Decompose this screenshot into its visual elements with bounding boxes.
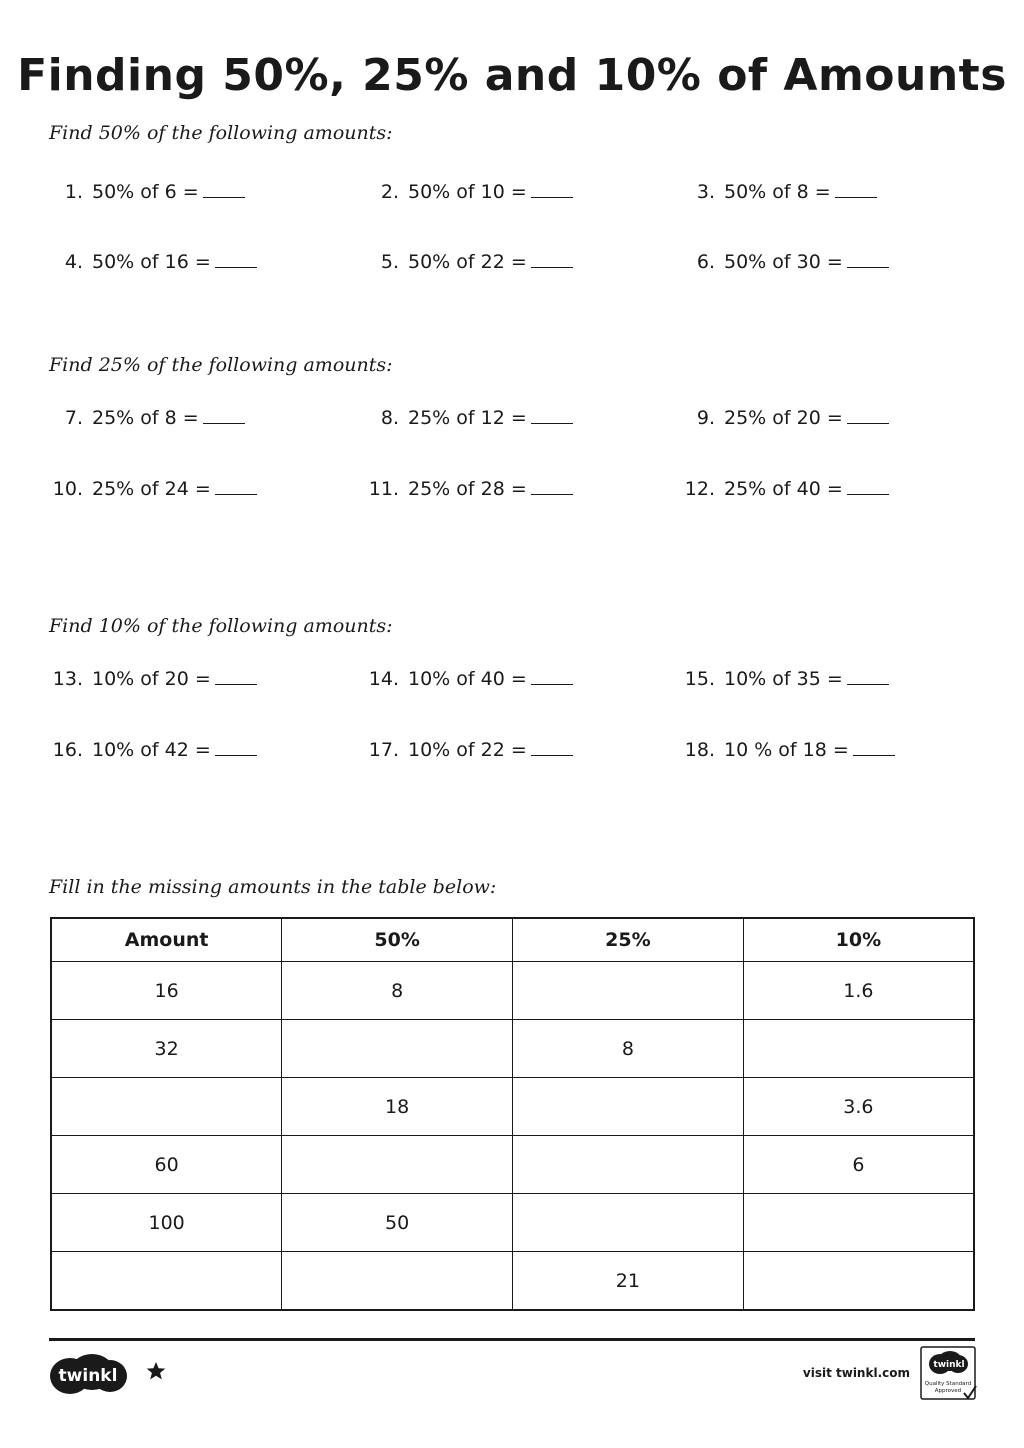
question-text: 50% of 22 = [408,251,527,273]
svg-text:Approved: Approved [934,1388,962,1394]
table-cell-blank[interactable] [282,1136,513,1194]
question-item [365,478,573,500]
visit-website-link[interactable]: visit twinkl.com [802,1366,910,1380]
question-text: 10% of 20 = [92,668,211,690]
question-text: 50% of 8 = [724,181,831,203]
question-item [365,739,573,761]
svg-text:twinkl: twinkl [933,1360,965,1370]
table-cell: 3.6 [743,1078,974,1136]
table-cell: 18 [282,1078,513,1136]
answer-blank[interactable] [847,670,889,685]
answer-blank[interactable] [847,409,889,424]
question-text: 25% of 24 = [92,478,211,500]
question-item [49,407,245,429]
question-item [49,478,257,500]
question-text: 25% of 12 = [408,407,527,429]
footer-divider [49,1338,975,1341]
table-cell-blank[interactable] [513,1078,744,1136]
question-number: 6. [696,251,715,273]
question-text: 10% of 35 = [724,668,843,690]
question-item [49,668,257,690]
twinkl-logo-icon [48,1352,128,1396]
question-number: 3. [696,181,715,203]
question-item [49,251,257,273]
table-cell-blank[interactable] [513,1136,744,1194]
question-item [365,668,573,690]
answer-blank[interactable] [203,183,245,198]
question-item [681,478,889,500]
table-cell: 32 [51,1020,282,1078]
question-item [365,251,573,273]
table-row [51,1078,974,1136]
answer-blank[interactable] [531,183,573,198]
table-header: 25% [513,918,744,962]
question-number: 9. [696,407,715,429]
answer-blank[interactable] [215,670,257,685]
question-text: 50% of 30 = [724,251,843,273]
question-number: 7. [64,407,83,429]
instruction-10: Find 10% of the following amounts: [49,615,393,637]
question-number: 10. [52,478,83,500]
table-cell: 8 [282,962,513,1020]
question-number: 5. [380,251,399,273]
table-cell: 21 [513,1252,744,1311]
answer-blank[interactable] [203,409,245,424]
table-row [51,1136,974,1194]
quality-badge-icon [920,1346,978,1402]
answer-blank[interactable] [853,741,895,756]
table-header: Amount [51,918,282,962]
question-text: 50% of 16 = [92,251,211,273]
question-item [681,739,895,761]
table-header-row [51,918,974,962]
answer-blank[interactable] [531,409,573,424]
percentage-table [50,917,975,1311]
logo-text: twinkl [58,1366,118,1386]
answer-blank[interactable] [835,183,877,198]
table-cell: 100 [51,1194,282,1252]
table-cell-blank[interactable] [743,1020,974,1078]
table-cell-blank[interactable] [513,1194,744,1252]
table-cell: 1.6 [743,962,974,1020]
question-number: 13. [52,668,83,690]
answer-blank[interactable] [531,741,573,756]
star-icon [146,1361,166,1381]
table-cell: 60 [51,1136,282,1194]
table-header: 50% [282,918,513,962]
question-item [49,739,257,761]
question-number: 15. [684,668,715,690]
table-row [51,962,974,1020]
question-item [681,407,889,429]
question-item [681,181,877,203]
question-text: 10 % of 18 = [724,739,849,761]
question-number: 18. [684,739,715,761]
answer-blank[interactable] [531,670,573,685]
question-text: 10% of 22 = [408,739,527,761]
question-item [49,181,245,203]
answer-blank[interactable] [847,253,889,268]
question-number: 12. [684,478,715,500]
table-cell: 8 [513,1020,744,1078]
table-cell-blank[interactable] [282,1020,513,1078]
question-number: 1. [64,181,83,203]
question-text: 25% of 8 = [92,407,199,429]
question-text: 50% of 10 = [408,181,527,203]
table-row [51,1194,974,1252]
table-header: 10% [743,918,974,962]
answer-blank[interactable] [531,253,573,268]
question-text: 25% of 20 = [724,407,843,429]
question-item [681,251,889,273]
question-number: 4. [64,251,83,273]
question-text: 10% of 40 = [408,668,527,690]
answer-blank[interactable] [531,480,573,495]
answer-blank[interactable] [847,480,889,495]
table-cell-blank[interactable] [51,1252,282,1311]
answer-blank[interactable] [215,480,257,495]
question-item [681,668,889,690]
question-number: 2. [380,181,399,203]
table-cell-blank[interactable] [51,1078,282,1136]
question-text: 25% of 40 = [724,478,843,500]
answer-blank[interactable] [215,253,257,268]
table-cell: 16 [51,962,282,1020]
question-text: 25% of 28 = [408,478,527,500]
table-cell-blank[interactable] [282,1252,513,1311]
question-text: 50% of 6 = [92,181,199,203]
instruction-25: Find 25% of the following amounts: [49,354,393,376]
answer-blank[interactable] [215,741,257,756]
question-item [365,181,573,203]
table-cell-blank[interactable] [743,1194,974,1252]
question-number: 17. [368,739,399,761]
page-title: Finding 50%, 25% and 10% of Amounts [17,50,1007,101]
table-cell-blank[interactable] [513,962,744,1020]
question-number: 16. [52,739,83,761]
instruction-50: Find 50% of the following amounts: [49,122,393,144]
question-item [365,407,573,429]
question-text: 10% of 42 = [92,739,211,761]
table-row [51,1020,974,1078]
question-number: 8. [380,407,399,429]
svg-text:Quality Standard: Quality Standard [924,1381,972,1387]
question-number: 14. [368,668,399,690]
question-number: 11. [368,478,399,500]
table-cell: 50 [282,1194,513,1252]
instruction-table: Fill in the missing amounts in the table below: [49,876,497,898]
table-row [51,1252,974,1311]
table-cell: 6 [743,1136,974,1194]
table-cell-blank[interactable] [743,1252,974,1311]
